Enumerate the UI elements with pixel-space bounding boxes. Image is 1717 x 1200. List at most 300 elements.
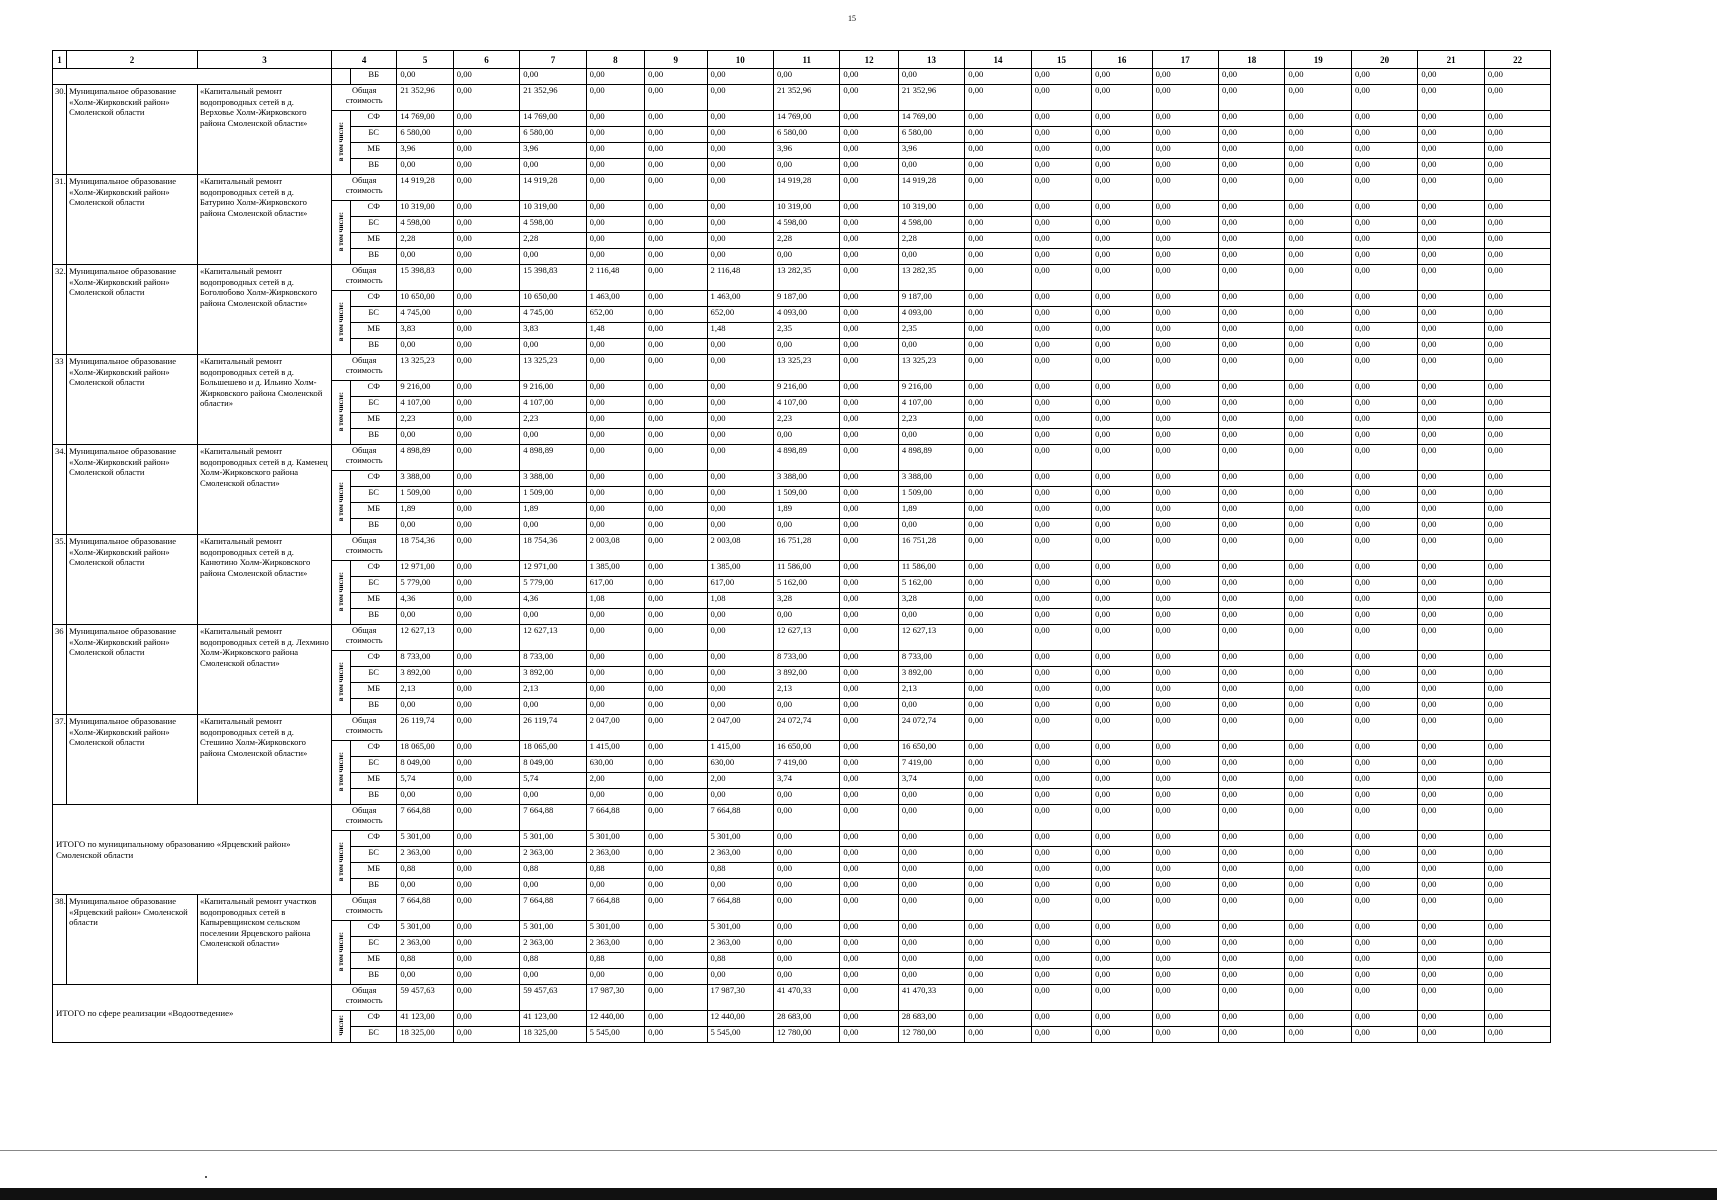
value-cell: 0,00 (1484, 699, 1550, 715)
value-cell: 0,00 (1351, 535, 1417, 561)
value-cell: 2,23 (520, 413, 586, 429)
value-cell: 0,00 (965, 429, 1031, 445)
value-cell: 0,00 (1418, 429, 1484, 445)
value-cell: 0,00 (520, 879, 586, 895)
value-cell: 0,00 (1219, 85, 1285, 111)
value-cell: 2 363,00 (586, 937, 644, 953)
value-cell: 5 301,00 (397, 831, 453, 847)
value-cell: 0,00 (1092, 201, 1152, 217)
value-cell: 0,00 (1484, 519, 1550, 535)
value-cell: 0,00 (453, 355, 519, 381)
value-cell: 4 598,00 (520, 217, 586, 233)
value-cell: 0,00 (1152, 699, 1218, 715)
value-cell: 0,00 (645, 217, 707, 233)
value-cell: 0,00 (1285, 487, 1351, 503)
value-cell: 3,96 (773, 143, 839, 159)
value-cell: 0,00 (586, 201, 644, 217)
value-cell: 652,00 (586, 307, 644, 323)
value-cell: 0,00 (1418, 699, 1484, 715)
value-cell: 0,00 (1092, 847, 1152, 863)
value-cell: 0,00 (1031, 699, 1091, 715)
value-cell: 0,00 (453, 397, 519, 413)
in-that-number-label-cell (331, 201, 350, 265)
value-cell: 2 363,00 (520, 937, 586, 953)
value-cell: 0,00 (1092, 895, 1152, 921)
column-header: 14 (965, 51, 1031, 69)
column-header: 5 (397, 51, 453, 69)
value-cell: 0,00 (773, 339, 839, 355)
value-cell: 0,00 (1285, 683, 1351, 699)
fund-code: БС (351, 127, 397, 143)
value-cell: 0,00 (1351, 339, 1417, 355)
value-cell: 7 664,88 (586, 805, 644, 831)
value-cell: 0,00 (1092, 593, 1152, 609)
fund-code: БС (351, 1027, 397, 1043)
value-cell: 1,08 (707, 593, 773, 609)
value-cell: 0,00 (840, 625, 898, 651)
value-cell: 0,00 (898, 953, 964, 969)
value-cell: 0,00 (586, 85, 644, 111)
value-cell: 0,00 (965, 609, 1031, 625)
value-cell: 8 049,00 (520, 757, 586, 773)
value-cell: 0,00 (1092, 863, 1152, 879)
in-that-number-label: в том числе: (337, 751, 345, 792)
value-cell: 0,00 (1285, 355, 1351, 381)
value-cell: 0,00 (1484, 323, 1550, 339)
row-index: 32. (53, 265, 67, 355)
value-cell: 0,00 (645, 741, 707, 757)
value-cell: 12 971,00 (397, 561, 453, 577)
value-cell: 0,00 (520, 429, 586, 445)
value-cell: 0,00 (1219, 201, 1285, 217)
value-cell: 14 919,28 (397, 175, 453, 201)
value-cell: 3,28 (773, 593, 839, 609)
value-cell: 0,00 (1031, 471, 1091, 487)
organization-name: Муниципальное образование «Холм-Жирковский район» Смоленской области (67, 355, 198, 445)
value-cell: 0,00 (1092, 1011, 1152, 1027)
in-that-number-label: в том числе: (337, 121, 345, 162)
value-cell: 41 470,33 (898, 985, 964, 1011)
value-cell: 0,00 (1285, 397, 1351, 413)
value-cell: 0,00 (1219, 291, 1285, 307)
value-cell: 630,00 (586, 757, 644, 773)
value-cell: 0,00 (1092, 577, 1152, 593)
value-cell: 0,00 (1031, 683, 1091, 699)
value-cell: 0,00 (1285, 969, 1351, 985)
value-cell: 0,00 (453, 159, 519, 175)
value-cell: 0,00 (645, 291, 707, 307)
value-cell: 0,00 (965, 937, 1031, 953)
value-cell: 0,00 (840, 805, 898, 831)
value-cell: 0,00 (707, 69, 773, 85)
fund-code: СФ (351, 111, 397, 127)
value-cell: 6 580,00 (773, 127, 839, 143)
value-cell: 0,00 (840, 323, 898, 339)
value-cell: 0,00 (1031, 985, 1091, 1011)
value-cell: 0,00 (1219, 503, 1285, 519)
value-cell: 0,00 (840, 127, 898, 143)
value-cell: 0,00 (965, 143, 1031, 159)
value-cell: 1,89 (898, 503, 964, 519)
value-cell: 0,00 (1219, 307, 1285, 323)
value-cell: 0,00 (1219, 593, 1285, 609)
value-cell: 0,00 (645, 201, 707, 217)
value-cell: 0,00 (965, 127, 1031, 143)
value-cell: 0,00 (1031, 381, 1091, 397)
value-cell: 0,00 (1484, 921, 1550, 937)
value-cell: 1 415,00 (707, 741, 773, 757)
value-cell: 10 319,00 (898, 201, 964, 217)
total-cost-label: Общая стоимость (331, 535, 396, 561)
value-cell: 0,00 (1152, 323, 1218, 339)
value-cell: 12 627,13 (773, 625, 839, 651)
value-cell: 0,00 (1031, 715, 1091, 741)
value-cell: 0,00 (1484, 805, 1550, 831)
row-index: 38. (53, 895, 67, 985)
value-cell: 0,00 (586, 339, 644, 355)
value-cell: 0,00 (645, 111, 707, 127)
project-row (53, 85, 1617, 111)
value-cell: 0,00 (840, 741, 898, 757)
row-index: 34. (53, 445, 67, 535)
fund-code: МБ (351, 233, 397, 249)
fund-code: ВБ (351, 159, 397, 175)
value-cell: 0,00 (1285, 445, 1351, 471)
value-cell: 0,00 (707, 667, 773, 683)
value-cell: 0,00 (1092, 1027, 1152, 1043)
value-cell: 4,36 (397, 593, 453, 609)
value-cell: 0,00 (1219, 429, 1285, 445)
value-cell: 12 627,13 (397, 625, 453, 651)
value-cell: 0,00 (965, 985, 1031, 1011)
value-cell: 7 664,88 (586, 895, 644, 921)
value-cell: 0,00 (1219, 355, 1285, 381)
value-cell: 0,00 (1484, 577, 1550, 593)
value-cell: 0,00 (840, 895, 898, 921)
fund-code: СФ (351, 831, 397, 847)
value-cell: 0,00 (1484, 265, 1550, 291)
value-cell: 0,00 (840, 609, 898, 625)
value-cell: 0,00 (1418, 625, 1484, 651)
value-cell: 12 627,13 (898, 625, 964, 651)
value-cell: 0,00 (520, 69, 586, 85)
value-cell: 14 769,00 (898, 111, 964, 127)
value-cell: 0,00 (840, 265, 898, 291)
value-cell: 0,00 (1092, 323, 1152, 339)
value-cell: 0,00 (586, 233, 644, 249)
value-cell: 0,00 (1484, 445, 1550, 471)
value-cell: 0,00 (397, 429, 453, 445)
value-cell: 0,00 (1285, 535, 1351, 561)
value-cell: 1 509,00 (397, 487, 453, 503)
column-header: 13 (898, 51, 964, 69)
value-cell: 0,00 (453, 323, 519, 339)
value-cell: 2 363,00 (707, 937, 773, 953)
value-cell: 0,00 (1092, 355, 1152, 381)
value-cell: 0,00 (453, 85, 519, 111)
value-cell: 1,48 (707, 323, 773, 339)
value-cell: 0,00 (840, 381, 898, 397)
value-cell: 0,00 (840, 413, 898, 429)
value-cell: 0,00 (1285, 413, 1351, 429)
value-cell: 0,00 (965, 831, 1031, 847)
value-cell: 9 216,00 (773, 381, 839, 397)
value-cell: 0,00 (1484, 651, 1550, 667)
value-cell: 0,00 (965, 355, 1031, 381)
value-cell: 0,00 (1031, 969, 1091, 985)
value-cell: 0,00 (1152, 503, 1218, 519)
value-cell: 0,00 (1484, 1011, 1550, 1027)
value-cell: 0,00 (1351, 593, 1417, 609)
value-cell: 0,00 (1152, 757, 1218, 773)
value-cell: 8 733,00 (898, 651, 964, 667)
value-cell: 0,00 (1351, 879, 1417, 895)
scan-artifact (205, 1176, 207, 1178)
value-cell: 0,00 (1484, 715, 1550, 741)
value-cell: 0,00 (1031, 953, 1091, 969)
value-cell: 9 216,00 (397, 381, 453, 397)
value-cell: 0,00 (645, 953, 707, 969)
value-cell: 16 751,28 (773, 535, 839, 561)
value-cell: 3 388,00 (520, 471, 586, 487)
value-cell: 0,00 (773, 847, 839, 863)
value-cell: 0,00 (397, 519, 453, 535)
project-name: «Капитальный ремонт водопроводных сетей в д. Лехмино Холм-Жирковского района Смоленской области» (198, 625, 332, 715)
value-cell: 0,00 (1219, 143, 1285, 159)
total-cost-label: Общая стоимость (331, 625, 396, 651)
value-cell: 0,00 (586, 217, 644, 233)
total-cost-label: Общая стоимость (331, 895, 396, 921)
value-cell: 0,00 (1092, 111, 1152, 127)
value-cell: 0,00 (840, 593, 898, 609)
value-cell: 0,00 (1418, 831, 1484, 847)
value-cell: 0,00 (840, 233, 898, 249)
value-cell: 0,00 (1285, 471, 1351, 487)
value-cell: 0,00 (586, 249, 644, 265)
total-cost-label: Общая стоимость (331, 85, 396, 111)
value-cell: 0,00 (965, 715, 1031, 741)
value-cell: 0,00 (1418, 593, 1484, 609)
value-cell: 0,00 (1092, 561, 1152, 577)
value-cell: 0,00 (965, 699, 1031, 715)
table-body (53, 51, 1617, 1043)
value-cell: 0,00 (520, 339, 586, 355)
value-cell: 3 892,00 (520, 667, 586, 683)
value-cell: 1,08 (586, 593, 644, 609)
value-cell: 0,00 (773, 519, 839, 535)
fund-code: СФ (351, 561, 397, 577)
value-cell: 0,00 (586, 143, 644, 159)
value-cell: 0,00 (1092, 249, 1152, 265)
summary-label: ИТОГО по сфере реализации «Водоотведение» (53, 985, 332, 1043)
value-cell: 0,00 (1219, 69, 1285, 85)
value-cell: 0,00 (707, 355, 773, 381)
value-cell: 0,00 (965, 895, 1031, 921)
value-cell: 0,00 (1351, 127, 1417, 143)
value-cell: 0,00 (1418, 805, 1484, 831)
value-cell: 0,00 (453, 69, 519, 85)
value-cell: 0,00 (1219, 879, 1285, 895)
value-cell: 0,00 (1418, 397, 1484, 413)
value-cell: 0,00 (840, 111, 898, 127)
value-cell: 14 769,00 (397, 111, 453, 127)
value-cell: 0,00 (1092, 265, 1152, 291)
value-cell: 12 780,00 (773, 1027, 839, 1043)
value-cell: 16 650,00 (773, 741, 839, 757)
fund-code: МБ (351, 863, 397, 879)
value-cell: 2 363,00 (586, 847, 644, 863)
value-cell: 0,00 (965, 921, 1031, 937)
value-cell: 0,00 (453, 519, 519, 535)
value-cell: 0,00 (840, 355, 898, 381)
value-cell: 0,88 (397, 953, 453, 969)
value-cell: 0,00 (1031, 429, 1091, 445)
value-cell: 0,00 (1484, 355, 1550, 381)
value-cell: 5 162,00 (898, 577, 964, 593)
value-cell: 0,00 (1418, 921, 1484, 937)
value-cell: 0,00 (645, 307, 707, 323)
value-cell: 0,00 (1152, 445, 1218, 471)
value-cell: 0,00 (453, 715, 519, 741)
value-cell: 0,00 (453, 471, 519, 487)
value-cell: 1,89 (773, 503, 839, 519)
value-cell: 0,00 (773, 609, 839, 625)
value-cell: 0,00 (707, 519, 773, 535)
value-cell: 0,00 (453, 847, 519, 863)
value-cell: 0,00 (397, 339, 453, 355)
value-cell: 4 093,00 (773, 307, 839, 323)
value-cell: 0,00 (1484, 503, 1550, 519)
fund-code: ВБ (351, 429, 397, 445)
value-cell: 0,00 (1418, 741, 1484, 757)
in-that-number-label-cell (331, 651, 350, 715)
value-cell: 0,00 (1418, 201, 1484, 217)
value-cell: 0,00 (1418, 445, 1484, 471)
value-cell: 0,00 (1285, 429, 1351, 445)
value-cell: 0,00 (965, 159, 1031, 175)
value-cell: 0,00 (965, 323, 1031, 339)
value-cell: 0,00 (1418, 519, 1484, 535)
value-cell: 5 301,00 (707, 831, 773, 847)
value-cell: 0,00 (645, 937, 707, 953)
value-cell: 0,00 (1092, 831, 1152, 847)
value-cell: 0,00 (898, 249, 964, 265)
value-cell: 0,00 (1285, 217, 1351, 233)
value-cell: 0,00 (1418, 175, 1484, 201)
value-cell: 0,00 (1219, 741, 1285, 757)
value-cell: 0,00 (1351, 789, 1417, 805)
value-cell: 41 470,33 (773, 985, 839, 1011)
value-cell: 0,00 (898, 699, 964, 715)
value-cell: 2,23 (773, 413, 839, 429)
value-cell: 14 919,28 (773, 175, 839, 201)
value-cell: 0,00 (1031, 757, 1091, 773)
value-cell: 0,00 (1219, 535, 1285, 561)
project-row (53, 175, 1617, 201)
value-cell: 0,00 (1031, 397, 1091, 413)
value-cell: 10 650,00 (520, 291, 586, 307)
value-cell: 0,00 (707, 127, 773, 143)
value-cell: 0,00 (965, 863, 1031, 879)
value-cell: 1 509,00 (773, 487, 839, 503)
in-that-number-label: в том числе: (337, 481, 345, 522)
value-cell: 0,00 (645, 847, 707, 863)
value-cell: 0,00 (645, 535, 707, 561)
value-cell: 0,00 (1219, 863, 1285, 879)
value-cell: 0,00 (1285, 561, 1351, 577)
value-cell: 0,00 (453, 339, 519, 355)
value-cell: 0,00 (1351, 291, 1417, 307)
value-cell: 9 187,00 (773, 291, 839, 307)
summary-row (53, 805, 1617, 831)
in-that-number-label-cell (331, 471, 350, 535)
value-cell: 0,00 (1152, 953, 1218, 969)
value-cell: 0,00 (586, 397, 644, 413)
value-cell: 0,00 (1092, 651, 1152, 667)
value-cell: 0,00 (1152, 921, 1218, 937)
value-cell: 0,00 (965, 805, 1031, 831)
value-cell: 0,00 (1031, 175, 1091, 201)
in-that-number-label: в том числе: (337, 571, 345, 612)
value-cell: 12 440,00 (707, 1011, 773, 1027)
value-cell: 0,88 (586, 953, 644, 969)
value-cell: 2,23 (898, 413, 964, 429)
value-cell: 3 388,00 (898, 471, 964, 487)
fund-code: МБ (351, 773, 397, 789)
value-cell: 0,00 (1484, 291, 1550, 307)
value-cell: 17 987,30 (707, 985, 773, 1011)
value-cell: 0,00 (453, 201, 519, 217)
value-cell: 0,00 (1152, 1011, 1218, 1027)
value-cell: 0,00 (773, 429, 839, 445)
value-cell: 4 598,00 (773, 217, 839, 233)
fund-code: БС (351, 847, 397, 863)
fund-code: БС (351, 667, 397, 683)
value-cell: 0,00 (1351, 323, 1417, 339)
value-cell: 0,00 (1484, 831, 1550, 847)
value-cell: 0,00 (1092, 715, 1152, 741)
value-cell: 0,00 (1219, 265, 1285, 291)
value-cell: 0,00 (1285, 757, 1351, 773)
value-cell: 0,00 (1351, 85, 1417, 111)
value-cell: 0,00 (898, 805, 964, 831)
value-cell: 0,00 (1484, 741, 1550, 757)
value-cell: 0,00 (1031, 519, 1091, 535)
value-cell: 0,00 (1031, 625, 1091, 651)
value-cell: 0,00 (1484, 127, 1550, 143)
value-cell: 0,00 (840, 1027, 898, 1043)
value-cell: 0,00 (1152, 429, 1218, 445)
column-header: 18 (1219, 51, 1285, 69)
project-name: «Капитальный ремонт водопроводных сетей в д. Батурино Холм-Жирковского района Смоленской области» (198, 175, 332, 265)
value-cell: 0,00 (1152, 937, 1218, 953)
value-cell: 0,00 (520, 789, 586, 805)
value-cell: 0,00 (453, 503, 519, 519)
value-cell: 0,00 (1092, 789, 1152, 805)
value-cell: 0,00 (707, 789, 773, 805)
value-cell: 0,00 (1351, 201, 1417, 217)
value-cell: 0,00 (1152, 487, 1218, 503)
value-cell: 0,00 (1031, 561, 1091, 577)
value-cell: 0,00 (1219, 339, 1285, 355)
value-cell: 0,00 (1418, 683, 1484, 699)
value-cell: 0,00 (1219, 921, 1285, 937)
value-cell: 0,00 (1152, 127, 1218, 143)
value-cell: 0,00 (965, 265, 1031, 291)
value-cell: 0,00 (840, 937, 898, 953)
value-cell: 0,00 (1418, 937, 1484, 953)
value-cell: 0,00 (1219, 487, 1285, 503)
